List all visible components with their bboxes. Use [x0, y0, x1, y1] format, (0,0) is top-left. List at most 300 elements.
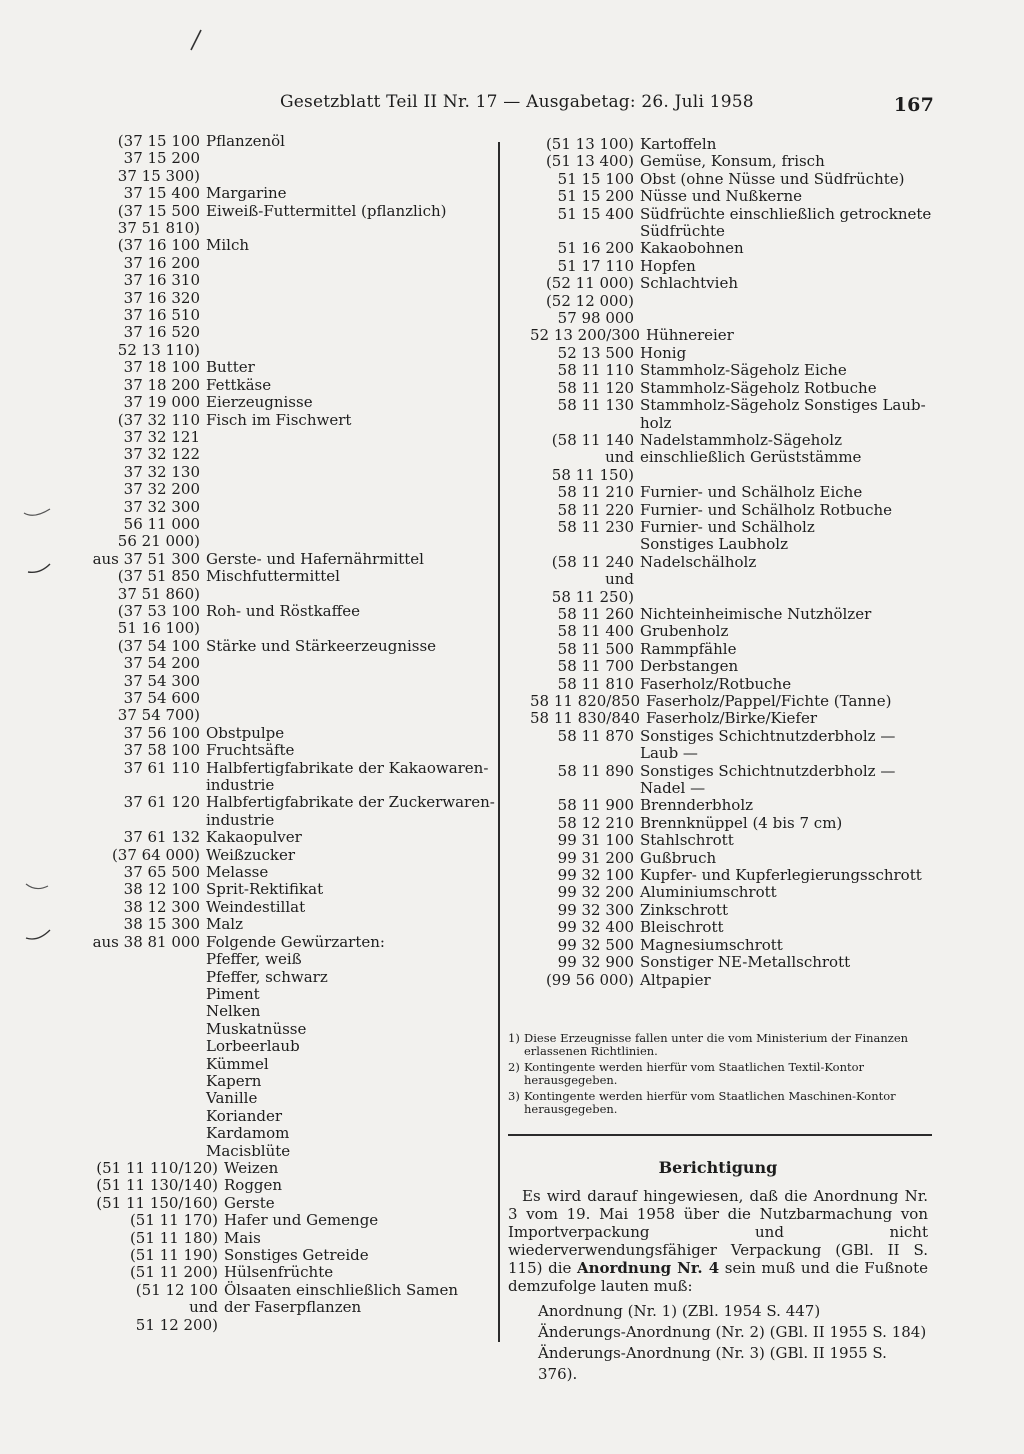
list-item [510, 972, 940, 989]
item-description: Eiweiß-Futtermittel (pflanzlich) [206, 201, 447, 220]
item-code: 37 16 510 [123, 306, 200, 325]
footnotes [508, 1032, 928, 1119]
item-code: (37 32 110 [117, 410, 200, 429]
item-description: Rammpfähle [640, 639, 737, 658]
list-item [510, 728, 940, 745]
list-item [78, 1282, 498, 1299]
item-code [78, 1073, 206, 1090]
ref-item: Änderungs-Anordnung (Nr. 3) (GBl. II 1955 S. 376). [538, 1344, 887, 1383]
item-code: 58 11 130 [557, 396, 634, 415]
list-item [78, 1247, 498, 1264]
item-code: 58 12 210 [557, 813, 634, 832]
item-code: 37 16 310 [123, 271, 200, 290]
item-code: (52 12 000) [545, 291, 634, 310]
item-description: Hafer und Gemenge [224, 1211, 379, 1230]
item-code: (51 11 150/160) [96, 1193, 218, 1212]
item-description: Hülsenfrüchte [224, 1263, 334, 1282]
item-description: Kardamom [206, 1124, 290, 1143]
item-code: 99 31 200 [557, 848, 634, 867]
list-item [78, 342, 498, 359]
berichtigung-text-before: Es wird darauf hingewiesen, daß die Anordnung Nr. 3 vom 19. Mai 1958 über die Nutzbarmachung von Importverpackung und nicht wiederverwendungsfähiger Verpackung (GBl. II S. 115) die [508, 1187, 928, 1277]
list-item [510, 502, 940, 519]
item-code: (37 16 100 [117, 236, 200, 255]
item-code: 37 18 100 [123, 358, 200, 377]
item-code: 37 61 132 [123, 828, 200, 847]
item-code: (52 11 000) [545, 274, 634, 293]
item-description: Kümmel [206, 1054, 269, 1073]
list-item [78, 934, 498, 951]
item-code: 99 32 400 [557, 918, 634, 937]
list-item [78, 725, 498, 742]
item-description [206, 429, 498, 446]
item-description [206, 168, 498, 185]
list-item [78, 185, 498, 202]
list-item [510, 188, 940, 205]
footnote-text: Diese Erzeugnisse fallen unter die vom Ministerium der Finanzen erlassenen Richtlinien. [524, 1031, 909, 1058]
ref-item: Änderungs-Anordnung (Nr. 2) (GBl. II 1955 S. 184) [538, 1323, 927, 1341]
list-item [510, 310, 940, 327]
item-code: 58 11 230 [557, 517, 634, 536]
margin-mark [22, 505, 52, 519]
item-code: und [605, 448, 634, 467]
list-item [510, 589, 940, 606]
list-item [78, 690, 498, 707]
item-description: Kakaobohnen [640, 239, 744, 258]
list-item [510, 258, 940, 275]
item-code [78, 1090, 206, 1107]
item-description: Nichteinheimische Nutzhölzer [640, 604, 872, 623]
item-code: 51 16 100) [117, 619, 200, 638]
margin-mark [24, 928, 52, 942]
item-code [78, 951, 206, 968]
item-description [206, 446, 498, 463]
item-description: industrie [206, 776, 275, 795]
list-item [510, 884, 940, 901]
item-description: Mischfuttermittel [206, 567, 340, 586]
list-item [78, 203, 498, 220]
item-code: 56 11 000 [123, 514, 200, 533]
list-item [510, 467, 940, 484]
item-code: 37 54 300 [123, 671, 200, 690]
item-description [206, 516, 498, 533]
item-description [206, 220, 498, 237]
item-code: 37 54 700) [117, 706, 200, 725]
list-item [510, 658, 940, 675]
item-description [640, 293, 940, 310]
item-description: Weißzucker [206, 845, 295, 864]
item-description: Gerste [224, 1193, 275, 1212]
item-description [206, 620, 498, 637]
item-description: Piment [206, 984, 260, 1003]
item-code: 38 12 300 [123, 897, 200, 916]
item-description: Stammholz-Sägeholz Rotbuche [640, 378, 877, 397]
pencil-mark [185, 28, 205, 52]
item-code: 58 11 120 [557, 378, 634, 397]
item-description: Pfeffer, weiß [206, 950, 302, 969]
item-description: Grubenholz [640, 622, 729, 641]
item-description: Folgende Gewürzarten: [206, 932, 385, 951]
item-code: 37 61 110 [123, 758, 200, 777]
item-description: Furnier- und Schälholz Rotbuche [640, 500, 893, 519]
list-item [78, 1003, 498, 1020]
item-description: Sonstiges Schichtnutzderbholz — [640, 726, 896, 745]
item-description: Butter [206, 358, 255, 377]
item-description: Weindestillat [206, 897, 306, 916]
item-code: 58 11 220 [557, 500, 634, 519]
item-code: (58 11 140 [551, 430, 634, 449]
list-item [510, 519, 940, 536]
item-code: 99 31 100 [557, 831, 634, 850]
item-code: (51 11 170) [129, 1211, 218, 1230]
item-code: 51 15 200 [557, 187, 634, 206]
item-description: Fisch im Fischwert [206, 410, 352, 429]
item-description [206, 150, 498, 167]
item-description: Derbstangen [640, 657, 739, 676]
item-description [206, 272, 498, 289]
margin-mark [26, 562, 52, 576]
list-item [78, 1317, 498, 1334]
list-item [78, 1177, 498, 1194]
item-code: 58 11 820/850 [529, 692, 640, 710]
list-item [510, 710, 940, 727]
list-item [510, 345, 940, 362]
item-description: Hühnereier [646, 326, 734, 345]
list-item [78, 777, 498, 794]
list-item [510, 693, 940, 710]
list-item [510, 676, 940, 693]
list-item [78, 1195, 498, 1212]
item-code [510, 745, 640, 762]
item-code [78, 1125, 206, 1142]
item-code: 37 54 200 [123, 654, 200, 673]
item-code: (51 11 190) [129, 1246, 218, 1264]
item-code: (37 54 100 [117, 636, 200, 655]
list-item [78, 655, 498, 672]
item-code: 37 15 200 [123, 149, 200, 168]
item-description: Hopfen [640, 256, 696, 275]
berichtigung-text-after: sein muß und die Fußnote demzufolge lauten muß: [508, 1259, 928, 1295]
list-item [78, 812, 498, 829]
item-code: 52 13 200/300 [529, 326, 640, 345]
item-description [640, 571, 940, 588]
item-code: 58 11 870 [557, 726, 634, 745]
item-description: Stammholz-Sägeholz Eiche [640, 361, 847, 380]
item-code: 37 19 000 [123, 393, 200, 412]
item-description: Fruchtsäfte [206, 741, 295, 760]
margin-mark [24, 880, 50, 892]
list-item [78, 620, 498, 637]
list-item [78, 429, 498, 446]
list-item [78, 1212, 498, 1229]
item-code: 38 15 300 [123, 915, 200, 934]
list-item [510, 763, 940, 780]
list-item [510, 623, 940, 640]
list-item [78, 969, 498, 986]
item-description: Obstpulpe [206, 723, 285, 742]
item-code: 37 61 120 [123, 793, 200, 812]
item-description: Faserholz/Pappel/Fichte (Tanne) [646, 692, 892, 710]
list-item [78, 586, 498, 603]
list-item [78, 673, 498, 690]
item-code: 58 11 250) [551, 587, 634, 606]
list-item [510, 171, 940, 188]
list-item [78, 1299, 498, 1316]
item-description: Kartoffeln [640, 135, 717, 153]
list-item [510, 415, 940, 432]
item-description: Gemüse, Konsum, frisch [640, 152, 825, 171]
list-item [510, 327, 940, 344]
item-description: Stammholz-Sägeholz Sonstiges Laub- [640, 396, 926, 415]
item-code [510, 780, 640, 797]
list-item [78, 133, 498, 150]
item-code: 58 11 400 [557, 622, 634, 641]
item-code: 58 11 810 [557, 674, 634, 693]
list-item [78, 220, 498, 237]
item-description: Macisblüte [206, 1141, 291, 1160]
list-item [78, 603, 498, 620]
item-description: Pfeffer, schwarz [206, 967, 328, 986]
item-description: Brennderbholz [640, 796, 754, 815]
list-item [78, 638, 498, 655]
item-description: Stahlschrott [640, 831, 734, 850]
item-description [206, 342, 498, 359]
item-code: 37 32 300 [123, 497, 200, 516]
item-description: Nelken [206, 1002, 261, 1021]
item-description [206, 255, 498, 272]
berichtigung-text [508, 1187, 928, 1295]
section-rule [508, 1134, 932, 1136]
item-code: (37 15 500 [117, 201, 200, 220]
list-item [510, 449, 940, 466]
list-item [78, 377, 498, 394]
item-description [640, 310, 940, 327]
list-item [78, 359, 498, 376]
item-description: Nadelschälholz [640, 552, 757, 571]
item-code: 58 11 890 [557, 761, 634, 780]
list-item [510, 919, 940, 936]
item-description: Roggen [224, 1176, 283, 1195]
item-description: Vanille [206, 1089, 258, 1108]
list-item [78, 899, 498, 916]
footnote [508, 1032, 928, 1057]
item-code [78, 1003, 206, 1020]
list-item [510, 275, 940, 292]
page-number: 167 [893, 94, 934, 116]
list-item [510, 293, 940, 310]
item-code: (37 64 000) [111, 845, 200, 864]
footnote-mark: 3) [508, 1089, 520, 1103]
list-item [78, 324, 498, 341]
list-item [510, 432, 940, 449]
item-description: der Faserpflanzen [224, 1298, 362, 1317]
item-code: 51 15 400 [557, 204, 634, 223]
list-item [78, 568, 498, 585]
item-code: aus 38 81 000 [92, 932, 200, 951]
item-description: Schlachtvieh [640, 274, 738, 293]
item-code: 37 16 520 [123, 323, 200, 342]
footnote-mark: 2) [508, 1060, 520, 1074]
list-item [78, 829, 498, 846]
list-item [78, 412, 498, 429]
item-description [206, 655, 498, 672]
item-description: Laub — [640, 744, 698, 763]
list-item [78, 394, 498, 411]
list-item [78, 742, 498, 759]
footnote [508, 1061, 928, 1086]
item-description [206, 290, 498, 307]
list-item [78, 1038, 498, 1055]
item-code: 51 15 100 [557, 169, 634, 188]
item-description [640, 589, 940, 606]
item-description: Brennknüppel (4 bis 7 cm) [640, 813, 843, 832]
item-code: 37 51 810) [117, 219, 200, 238]
list-item [510, 937, 940, 954]
list-item [78, 707, 498, 724]
list-item [510, 397, 940, 414]
item-code: (37 51 850 [117, 567, 200, 586]
list-item [78, 1264, 498, 1281]
item-description: Malz [206, 915, 244, 934]
item-code: (51 11 180) [129, 1228, 218, 1247]
list-item [510, 136, 940, 153]
list-item [78, 1073, 498, 1090]
list-item [78, 1230, 498, 1247]
item-description: Magnesiumschrott [640, 935, 783, 954]
list-item [510, 850, 940, 867]
item-description: Melasse [206, 863, 269, 882]
list-item [510, 954, 940, 971]
item-description [640, 467, 940, 484]
header-title: Gesetzblatt Teil II Nr. 17 — Ausgabetag: 26. Juli 1958 [280, 92, 754, 112]
item-description: Furnier- und Schälholz [640, 517, 815, 536]
item-code [510, 223, 640, 240]
list-item [78, 1143, 498, 1160]
list-item [510, 536, 940, 553]
item-description: Ölsaaten einschließlich Samen [224, 1280, 459, 1299]
list-item [510, 153, 940, 170]
item-code: 37 56 100 [123, 723, 200, 742]
list-item [78, 499, 498, 516]
list-item [78, 516, 498, 533]
item-code: (51 13 400) [545, 152, 634, 171]
list-item [78, 533, 498, 550]
column-divider [498, 142, 500, 1342]
footnote-text: Kontingente werden hierfür vom Staatlichen Textil-Kontor herausgegeben. [524, 1060, 865, 1087]
list-item [78, 150, 498, 167]
list-item [510, 571, 940, 588]
item-code: 58 11 260 [557, 604, 634, 623]
list-item [78, 794, 498, 811]
item-code: 37 32 130 [123, 462, 200, 481]
item-code: (51 13 100) [545, 135, 634, 153]
item-code: 58 11 700 [557, 657, 634, 676]
list-item [78, 255, 498, 272]
item-description [206, 707, 498, 724]
item-code: (51 11 200) [129, 1263, 218, 1282]
list-item [510, 641, 940, 658]
item-description: Eierzeugnisse [206, 393, 313, 412]
item-code [78, 1021, 206, 1038]
item-code: 99 32 100 [557, 866, 634, 885]
item-code: 99 32 500 [557, 935, 634, 954]
berichtigung-heading: Berichtigung [658, 1158, 778, 1177]
item-description [206, 481, 498, 498]
ref-item: Anordnung (Nr. 1) (ZBl. 1954 S. 447) [538, 1302, 821, 1320]
footnote [508, 1090, 928, 1115]
list-item [78, 446, 498, 463]
item-description: Muskatnüsse [206, 1019, 307, 1038]
item-description: industrie [206, 810, 275, 829]
list-item [78, 237, 498, 254]
list-item [510, 902, 940, 919]
list-item [510, 484, 940, 501]
list-item [510, 206, 940, 223]
item-description: Sonstiger NE-Metallschrott [640, 953, 851, 972]
item-description: Sonstiges Getreide [224, 1246, 369, 1264]
item-code [78, 1056, 206, 1073]
footnote-text: Kontingente werden hierfür vom Staatlichen Maschinen-Kontor herausgegeben. [524, 1089, 896, 1116]
footnote-mark: 1) [508, 1031, 520, 1045]
list-item [510, 815, 940, 832]
item-code [78, 986, 206, 1003]
item-code: (37 15 100 [117, 132, 200, 150]
list-item [510, 832, 940, 849]
item-description: Furnier- und Schälholz Eiche [640, 483, 863, 502]
list-item [78, 481, 498, 498]
item-code: 58 11 150) [551, 465, 634, 484]
list-item [78, 1056, 498, 1073]
item-code [510, 415, 640, 432]
right-column [510, 136, 940, 989]
item-code: 37 18 200 [123, 375, 200, 394]
item-description: Gerste- und Hafernährmittel [206, 549, 424, 568]
item-description: Kupfer- und Kupferlegierungsschrott [640, 866, 922, 885]
item-code: 37 15 400 [123, 184, 200, 203]
item-description: Honig [640, 343, 687, 362]
item-code [510, 536, 640, 553]
item-code: 52 13 110) [117, 340, 200, 359]
item-description: holz [640, 413, 672, 432]
item-code: (51 11 110/120) [96, 1158, 218, 1177]
list-item [78, 168, 498, 185]
item-description: Kapern [206, 1071, 262, 1090]
item-description: Aluminiumschrott [640, 883, 777, 902]
list-item [78, 881, 498, 898]
item-description: Bleischrott [640, 918, 724, 937]
item-code: 37 51 860) [117, 584, 200, 603]
item-code: 37 15 300) [117, 166, 200, 185]
list-item [78, 864, 498, 881]
item-description: Sonstiges Schichtnutzderbholz — [640, 761, 896, 780]
item-code: 37 32 121 [123, 427, 200, 446]
item-description [206, 533, 498, 550]
list-item [78, 1108, 498, 1125]
item-code: und [189, 1298, 218, 1317]
item-code: (99 56 000) [545, 970, 634, 989]
list-item [78, 464, 498, 481]
list-item [510, 797, 940, 814]
item-code: 37 65 500 [123, 863, 200, 882]
item-code: 51 12 200) [135, 1315, 218, 1334]
item-code: 37 54 600 [123, 689, 200, 707]
list-item [78, 916, 498, 933]
list-item [78, 1021, 498, 1038]
list-item [510, 780, 940, 797]
item-description: Lorbeerlaub [206, 1037, 300, 1056]
item-code: (58 11 240 [551, 552, 634, 571]
item-description: einschließlich Gerüststämme [640, 448, 862, 467]
item-description: Nadel — [640, 779, 706, 798]
